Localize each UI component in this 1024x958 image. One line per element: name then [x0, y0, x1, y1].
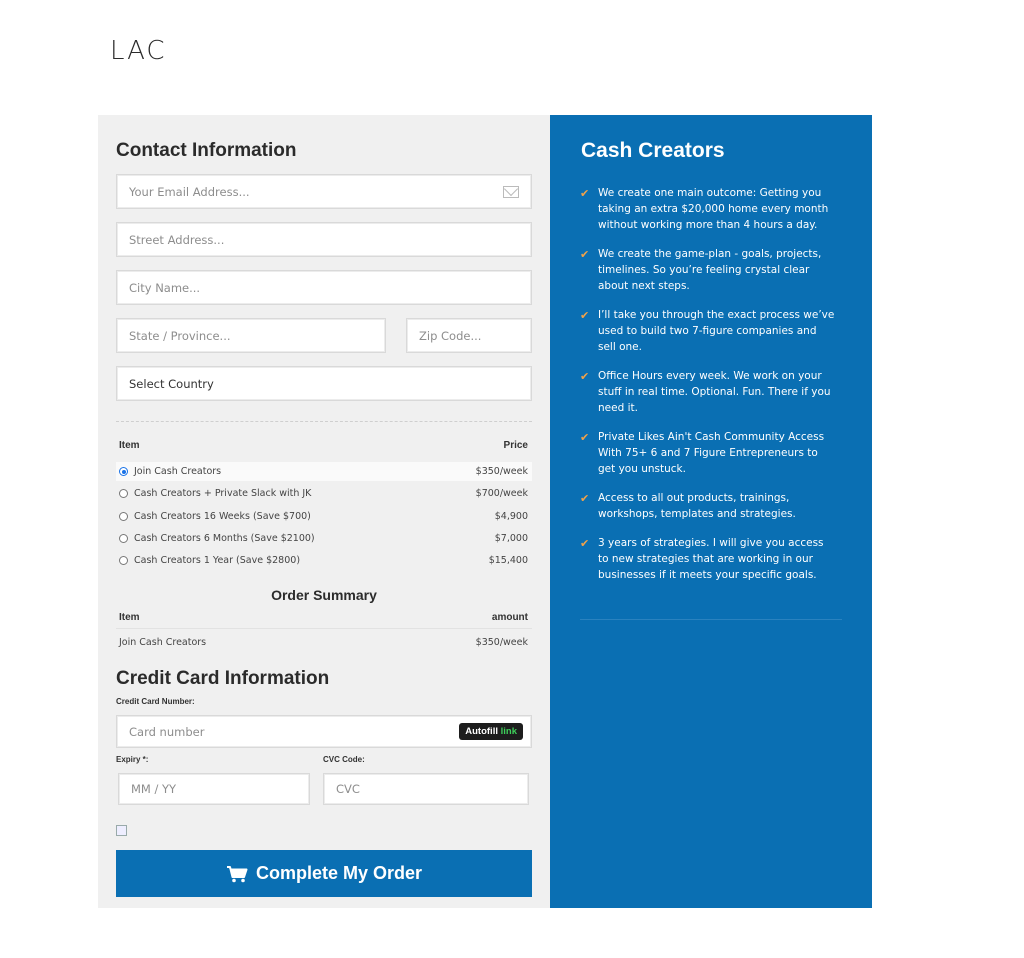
- product-price: $700/week: [475, 488, 528, 499]
- offer-sidebar: [550, 115, 872, 908]
- product-label: Cash Creators 1 Year (Save $2800): [134, 555, 301, 566]
- state-field[interactable]: [117, 319, 385, 352]
- zip-field-wrap: [406, 318, 532, 353]
- summary-table-header: [116, 612, 532, 623]
- price-header: Price: [503, 440, 528, 451]
- product-label: Cash Creators 6 Months (Save $2100): [134, 533, 315, 544]
- radio[interactable]: [119, 534, 128, 543]
- cvc-label: CVC Code:: [323, 755, 365, 764]
- item-header: Item: [119, 440, 140, 451]
- radio[interactable]: [119, 489, 128, 498]
- expiry-label: Expiry *:: [116, 755, 149, 764]
- street-field-wrap: [116, 222, 532, 257]
- check-icon: ✔: [580, 431, 590, 444]
- summary-amount-header: amount: [491, 612, 528, 623]
- order-summary-title: Order Summary: [271, 587, 377, 603]
- radio[interactable]: [119, 556, 128, 565]
- product-price: $350/week: [475, 466, 528, 477]
- summary-item: Join Cash Creators: [119, 637, 207, 648]
- broken-image-icon: [116, 825, 127, 836]
- country-select[interactable]: Select Country: [129, 376, 214, 391]
- contact-title: Contact Information: [116, 140, 297, 161]
- country-select-wrap: [116, 366, 532, 401]
- product-price: $7,000: [494, 533, 528, 544]
- list-item: ✔ Private Likes Ain't Cash Community Access With 75+ 6 and 7 Figure Entrepreneurs to get you unstuck.: [580, 431, 825, 475]
- expiry-field[interactable]: [119, 774, 309, 804]
- cvc-wrap: [323, 773, 529, 805]
- list-item: ✔ We create the game-plan - goals, projects, timelines. So you’re feeling crystal clear about next steps.: [580, 248, 822, 292]
- zip-field[interactable]: [407, 319, 531, 352]
- product-option[interactable]: [116, 484, 532, 503]
- logo: LAC: [110, 36, 167, 66]
- check-icon: ✔: [580, 187, 590, 200]
- list-item: ✔ Access to all out products, trainings, workshops, templates and strategies.: [580, 492, 796, 520]
- radio[interactable]: [119, 512, 128, 521]
- email-field[interactable]: [117, 175, 531, 208]
- card-number-wrap: [116, 715, 532, 748]
- product-option[interactable]: [116, 551, 532, 570]
- check-icon: ✔: [580, 248, 590, 261]
- card-number-label: Credit Card Number:: [116, 697, 195, 706]
- check-icon: ✔: [580, 492, 590, 505]
- autofill-link-button[interactable]: Autofill link: [459, 723, 523, 740]
- city-field-wrap: [116, 270, 532, 305]
- expiry-wrap: [118, 773, 310, 805]
- check-icon: ✔: [580, 370, 590, 383]
- check-icon: ✔: [580, 309, 590, 322]
- product-option[interactable]: [116, 462, 532, 481]
- list-item: ✔ 3 years of strategies. I will give you access to new strategies that are working in our businesses if it meets your specific goals.: [580, 537, 824, 581]
- list-item: ✔ I’ll take you through the exact process we’ve used to build two 7-figure companies and sell one.: [580, 309, 835, 353]
- shopping-cart-icon: [226, 865, 248, 883]
- product-option[interactable]: [116, 507, 532, 526]
- check-icon: ✔: [580, 537, 590, 550]
- sidebar-title: Cash Creators: [581, 139, 725, 162]
- envelope-icon: [503, 186, 519, 198]
- product-table-header: [116, 440, 532, 451]
- email-field-wrap: [116, 174, 532, 209]
- divider: [116, 628, 532, 629]
- divider: [116, 421, 532, 422]
- product-label: Cash Creators 16 Weeks (Save $700): [134, 511, 311, 522]
- benefit-list: [580, 185, 835, 596]
- radio-selected[interactable]: [119, 467, 128, 476]
- product-label: Join Cash Creators: [134, 466, 222, 477]
- summary-amount: $350/week: [475, 637, 528, 648]
- state-field-wrap: [116, 318, 386, 353]
- list-item: ✔ Office Hours every week. We work on your stuff in real time. Optional. Fun. There if you need it.: [580, 370, 831, 414]
- cvc-field[interactable]: [324, 774, 528, 804]
- product-price: $15,400: [488, 555, 528, 566]
- product-option[interactable]: [116, 529, 532, 548]
- product-label: Cash Creators + Private Slack with JK: [134, 488, 312, 499]
- divider: [580, 619, 842, 620]
- summary-item-header: Item: [119, 612, 140, 623]
- product-price: $4,900: [494, 511, 528, 522]
- city-field[interactable]: [117, 271, 531, 304]
- summary-row: [116, 633, 532, 652]
- street-address-field[interactable]: [117, 223, 531, 256]
- credit-card-title: Credit Card Information: [116, 668, 330, 689]
- list-item: ✔ We create one main outcome: Getting you taking an extra $20,000 home every month without working more than 4 hours a day.: [580, 187, 829, 231]
- complete-order-button[interactable]: Complete My Order: [116, 850, 532, 897]
